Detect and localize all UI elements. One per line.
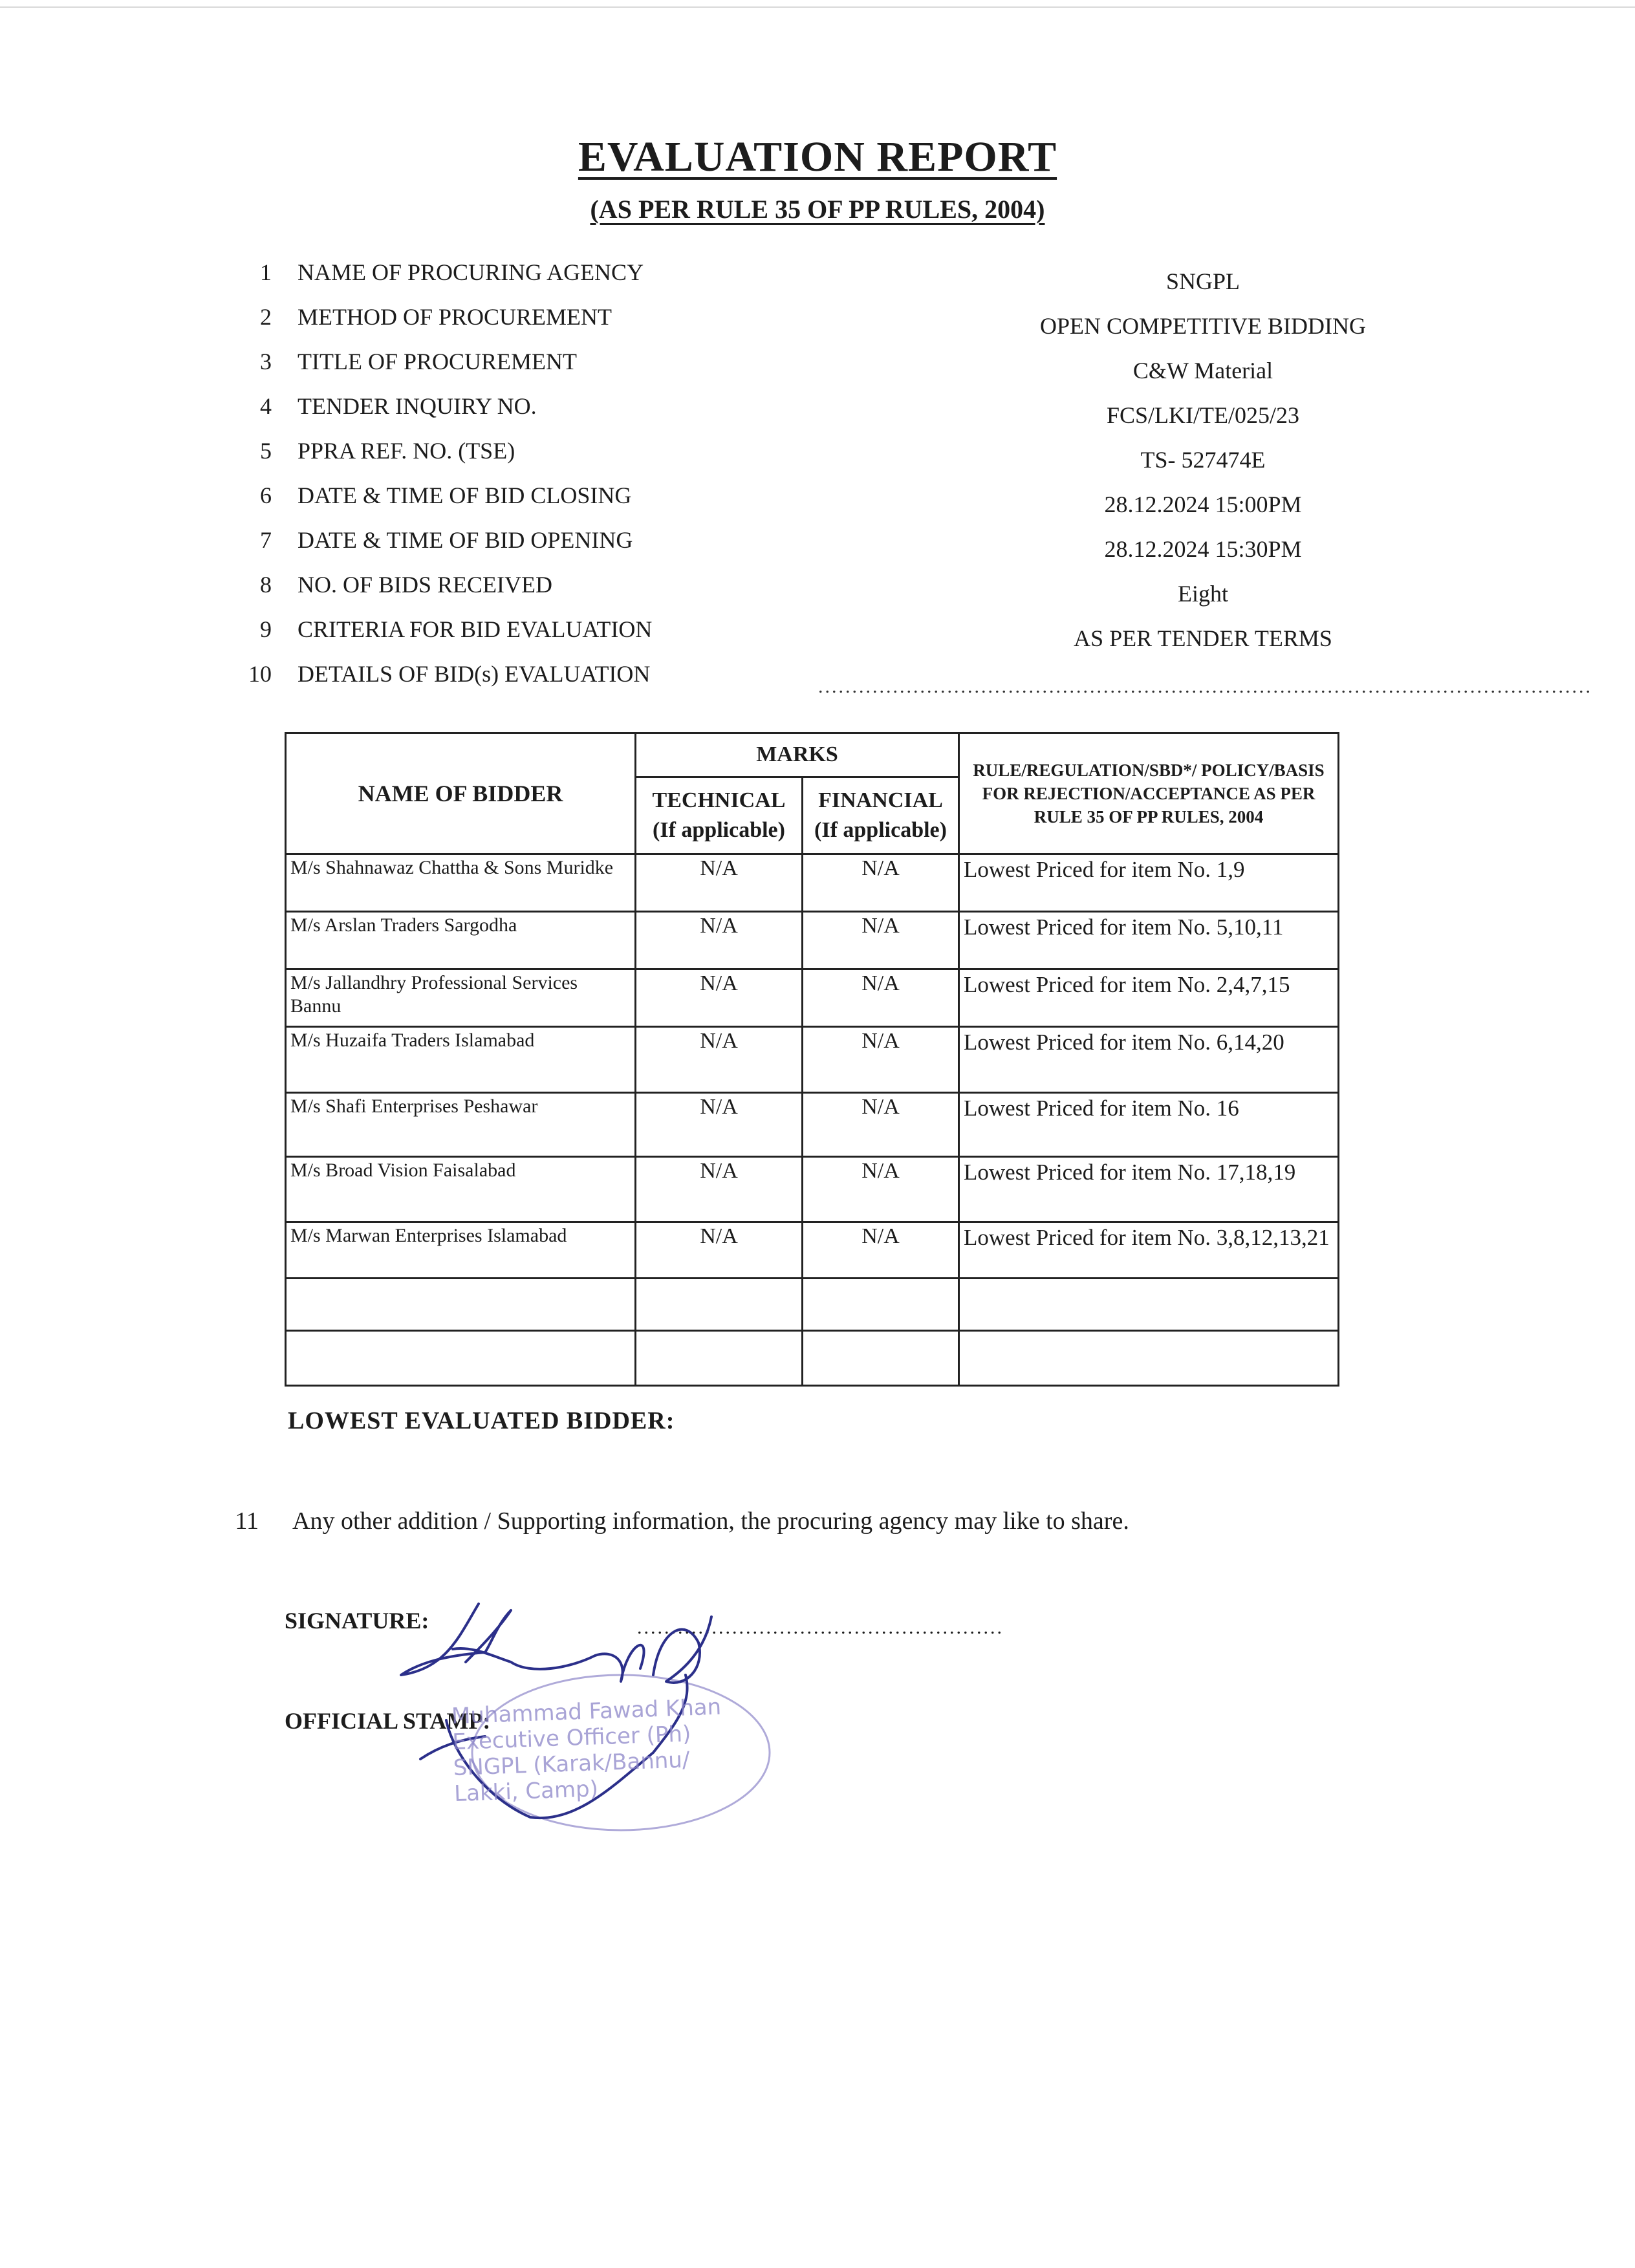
financial-marks: N/A: [803, 1222, 959, 1278]
table-row-empty: [286, 1330, 1339, 1385]
report-title: EVALUATION REPORT: [578, 133, 1057, 180]
technical-marks: N/A: [636, 1027, 803, 1092]
stamp-line: Muhammad Fawad Khan: [451, 1694, 722, 1730]
official-stamp-text: [451, 1692, 790, 1807]
technical-marks: N/A: [636, 1156, 803, 1222]
header-rule-basis: RULE/REGULATION/SBD*/ POLICY/BASIS FOR REJECTION/ACCEPTANCE AS PER RULE 35 OF PP RULES, 2004: [959, 733, 1339, 854]
financial-marks: N/A: [803, 854, 959, 912]
field-value: AS PER TENDER TERMS: [1074, 625, 1332, 651]
field-number: 9: [260, 616, 272, 642]
field-tender-inquiry: [233, 393, 1397, 431]
field-label: PPRA REF. NO. (TSE): [298, 438, 515, 464]
field-value: C&W Material: [1132, 358, 1273, 383]
technical-marks: N/A: [636, 969, 803, 1027]
field-label: DATE & TIME OF BID OPENING: [298, 527, 633, 553]
header-financial-label: FINANCIAL: [818, 788, 943, 812]
field-number: 5: [260, 438, 272, 464]
field-value: 28.12.2024 15:00PM: [1104, 491, 1302, 517]
field-value: TS- 527474E: [1140, 447, 1266, 473]
details-dotted-line: ..................................................................................................................: [818, 676, 1592, 697]
rule-basis: Lowest Priced for item No. 1,9: [959, 854, 1339, 912]
table-row: [286, 969, 1339, 1027]
header-name-of-bidder: NAME OF BIDDER: [286, 733, 636, 854]
field-bids-received: [233, 571, 1397, 610]
field-value: 28.12.2024 15:30PM: [1104, 536, 1302, 562]
field-label: NO. OF BIDS RECEIVED: [298, 572, 553, 598]
bidder-name: M/s Jallandhry Professional Services Bannu: [286, 969, 636, 1027]
technical-marks: N/A: [636, 854, 803, 912]
field-number: 10: [248, 661, 272, 687]
field-value: Eight: [1178, 581, 1228, 607]
field-label: TENDER INQUIRY NO.: [298, 393, 537, 419]
rule-basis: Lowest Priced for item No. 16: [959, 1092, 1339, 1156]
table-row-empty: [286, 1278, 1339, 1330]
technical-marks: N/A: [636, 1092, 803, 1156]
field-number: 4: [260, 393, 272, 419]
field-label: CRITERIA FOR BID EVALUATION: [298, 616, 653, 642]
header-technical-label: TECHNICAL: [652, 788, 786, 812]
item-11-number: 11: [235, 1507, 259, 1535]
field-label: DETAILS OF BID(s) EVALUATION: [298, 661, 651, 687]
field-number: 2: [260, 304, 272, 330]
report-subtitle: (AS PER RULE 35 OF PP RULES, 2004): [590, 195, 1045, 224]
bidder-name: M/s Shahnawaz Chattha & Sons Muridke: [286, 854, 636, 912]
field-bid-closing: [233, 482, 1397, 521]
field-value: OPEN COMPETITIVE BIDDING: [1040, 313, 1366, 339]
stamp-line: Executive Officer (Ph): [451, 1721, 691, 1756]
header-technical: [636, 777, 803, 854]
rule-basis: Lowest Priced for item No. 5,10,11: [959, 912, 1339, 969]
bid-evaluation-table: [285, 732, 1339, 1387]
financial-marks: N/A: [803, 1156, 959, 1222]
technical-marks: N/A: [636, 1222, 803, 1278]
signature-dotted-line: ......................................................: [637, 1617, 1004, 1638]
signature-label: SIGNATURE:: [285, 1608, 429, 1634]
table-row: [286, 1156, 1339, 1222]
field-value: SNGPL: [1165, 268, 1240, 294]
table-row: [286, 1222, 1339, 1278]
rule-basis: Lowest Priced for item No. 3,8,12,13,21: [959, 1222, 1339, 1278]
field-number: 3: [260, 349, 272, 374]
field-value: FCS/LKI/TE/025/23: [1106, 402, 1300, 428]
field-title: [233, 348, 1397, 387]
field-number: 7: [260, 527, 272, 553]
technical-marks: N/A: [636, 912, 803, 969]
field-number: 6: [260, 482, 272, 508]
bidder-name: M/s Broad Vision Faisalabad: [286, 1156, 636, 1222]
table-row: [286, 1092, 1339, 1156]
financial-marks: N/A: [803, 1027, 959, 1092]
table-row: [286, 1027, 1339, 1092]
item-11-text: Any other addition / Supporting information, the procuring agency may like to share.: [292, 1507, 1129, 1535]
stamp-line: Lakki, Camp): [453, 1776, 599, 1808]
table-row: [286, 912, 1339, 969]
field-label: METHOD OF PROCUREMENT: [298, 304, 612, 330]
field-method: [233, 303, 1397, 342]
bidder-name: M/s Marwan Enterprises Islamabad: [286, 1222, 636, 1278]
scan-edge-line: [0, 6, 1635, 8]
header-financial-note: (If applicable): [814, 818, 947, 842]
financial-marks: N/A: [803, 1092, 959, 1156]
field-ppra-ref: [233, 437, 1397, 476]
table-row: [286, 854, 1339, 912]
field-number: 1: [260, 259, 272, 285]
header-marks: MARKS: [636, 733, 959, 777]
field-label: TITLE OF PROCUREMENT: [298, 349, 577, 374]
bidder-name: M/s Huzaifa Traders Islamabad: [286, 1027, 636, 1092]
field-number: 8: [260, 572, 272, 598]
lowest-evaluated-bidder-label: LOWEST EVALUATED BIDDER:: [288, 1407, 675, 1434]
bidder-name: M/s Arslan Traders Sargodha: [286, 912, 636, 969]
rule-basis: Lowest Priced for item No. 6,14,20: [959, 1027, 1339, 1092]
header-financial: [803, 777, 959, 854]
field-label: NAME OF PROCURING AGENCY: [298, 259, 644, 285]
field-bid-opening: [233, 526, 1397, 565]
official-stamp-label: OFFICIAL STAMP:: [285, 1708, 491, 1734]
field-criteria: [233, 616, 1397, 654]
stamp-line: SNGPL (Karak/Bannu/: [453, 1747, 690, 1782]
header-technical-note: (If applicable): [653, 818, 785, 842]
bidder-name: M/s Shafi Enterprises Peshawar: [286, 1092, 636, 1156]
financial-marks: N/A: [803, 912, 959, 969]
rule-basis: Lowest Priced for item No. 2,4,7,15: [959, 969, 1339, 1027]
field-procuring-agency: [233, 259, 1397, 297]
rule-basis: Lowest Priced for item No. 17,18,19: [959, 1156, 1339, 1222]
field-label: DATE & TIME OF BID CLOSING: [298, 482, 632, 508]
financial-marks: N/A: [803, 969, 959, 1027]
